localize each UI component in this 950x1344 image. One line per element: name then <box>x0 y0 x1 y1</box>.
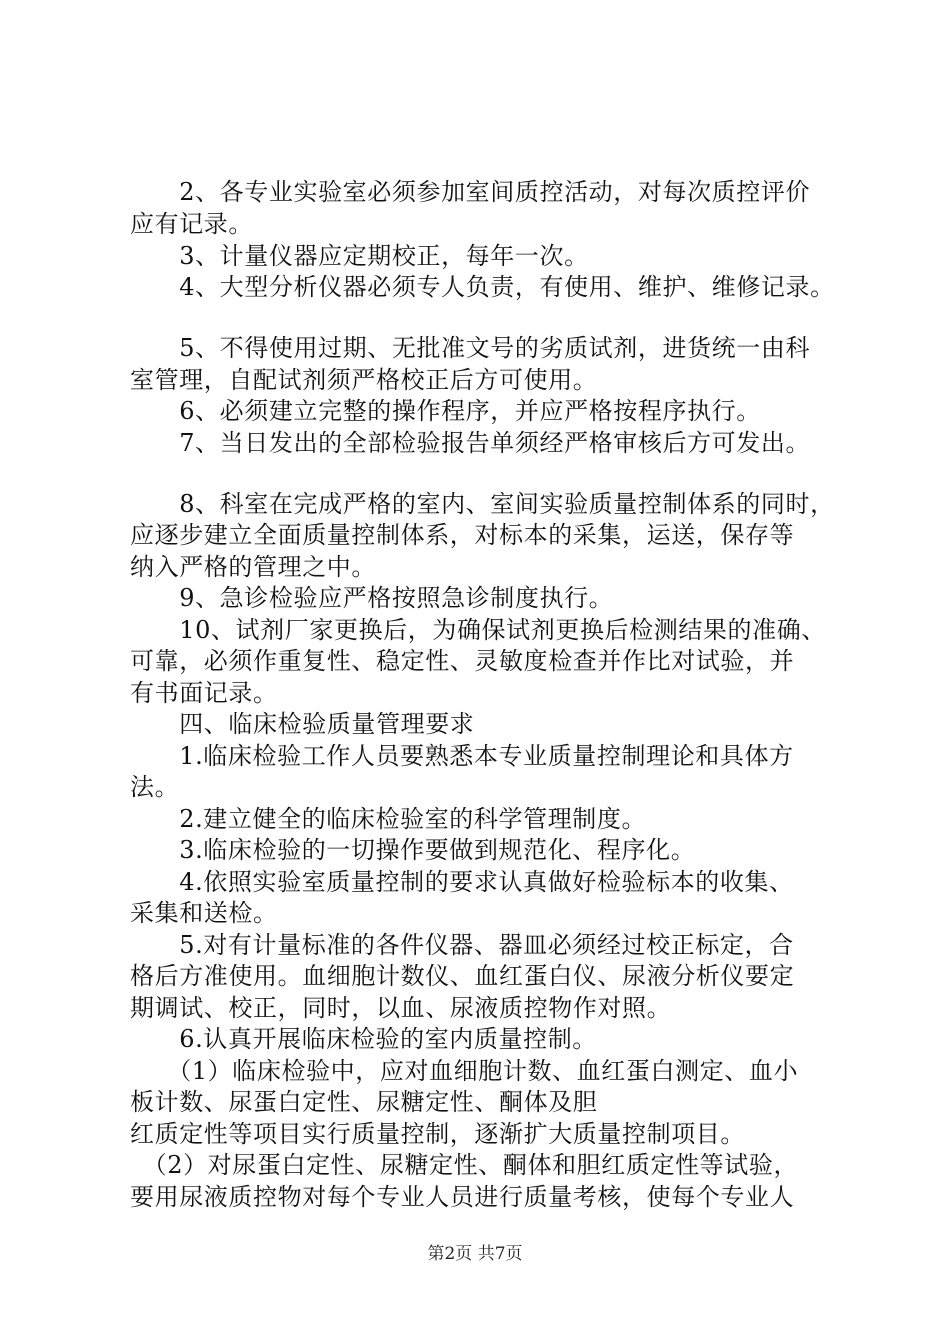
text-line: （1）临床检验中，应对血细胞计数、血红蛋白测定、血小 <box>130 1057 799 1085</box>
text-line: （2）对尿蛋白定性、尿糖定性、酮体和胆红质定性等试验， <box>130 1151 799 1179</box>
text-line: 4.依照实验室质量控制的要求认真做好检验标本的收集、 <box>130 868 794 896</box>
text-line: 10、试剂厂家更换后，为确保试剂更换后检测结果的准确、 <box>130 616 826 644</box>
text-line: 6.认真开展临床检验的室内质量控制。 <box>130 1025 597 1053</box>
text-line: 有书面记录。 <box>130 679 278 707</box>
text-line: 法。 <box>130 773 180 801</box>
text-line: 板计数、尿蛋白定性、尿糖定性、酮体及胆 <box>130 1088 598 1116</box>
text-line: 纳入严格的管理之中。 <box>130 553 376 581</box>
text-line: 9、急诊检验应严格按照急诊制度执行。 <box>130 584 614 612</box>
text-line: 5.对有计量标准的各件仪器、器皿必须经过校正标定，合 <box>130 931 794 959</box>
text-line: 6、必须建立完整的操作程序，并应严格按程序执行。 <box>130 397 761 425</box>
text-line: 应逐步建立全面质量控制体系，对标本的采集，运送，保存等 <box>130 521 795 549</box>
text-line: 期调试、校正，同时，以血、尿液质控物作对照。 <box>130 994 672 1022</box>
section-heading: 四、临床检验质量管理要求 <box>130 710 475 738</box>
text-line: 采集和送检。 <box>130 899 278 927</box>
text-line: 可靠，必须作重复性、稳定性、灵敏度检查并作比对试验，并 <box>130 647 795 675</box>
text-line: 4、大型分析仪器必须专人负责，有使用、维护、维修记录。 <box>130 273 835 301</box>
text-line: 红质定性等项目实行质量控制，逐渐扩大质量控制项目。 <box>130 1120 745 1148</box>
text-line: 3、计量仪器应定期校正，每年一次。 <box>130 242 589 270</box>
text-line: 2、各专业实验室必须参加室间质控活动，对每次质控评价 <box>130 178 811 206</box>
text-line: 格后方准使用。血细胞计数仪、血红蛋白仪、尿液分析仪要定 <box>130 962 795 990</box>
text-line: 室管理，自配试剂须严格校正后方可使用。 <box>130 366 598 394</box>
text-line: 7、当日发出的全部检验报告单须经严格审核后方可发出。 <box>130 429 811 457</box>
page-number: 第2页 共7页 <box>427 1244 523 1264</box>
text-line: 2.建立健全的临床检验室的科学管理制度。 <box>130 805 647 833</box>
text-line: 应有记录。 <box>130 210 253 238</box>
text-line: 要用尿液质控物对每个专业人员进行质量考核，使每个专业人 <box>130 1183 795 1211</box>
text-line: 3.临床检验的一切操作要做到规范化、程序化。 <box>130 836 696 864</box>
text-line: 8、科室在完成严格的室内、室间实验质量控制体系的同时， <box>130 490 835 518</box>
text-line: 1.临床检验工作人员要熟悉本专业质量控制理论和具体方 <box>130 742 794 770</box>
text-line: 5、不得使用过期、无批准文号的劣质试剂，进货统一由科 <box>130 334 811 362</box>
